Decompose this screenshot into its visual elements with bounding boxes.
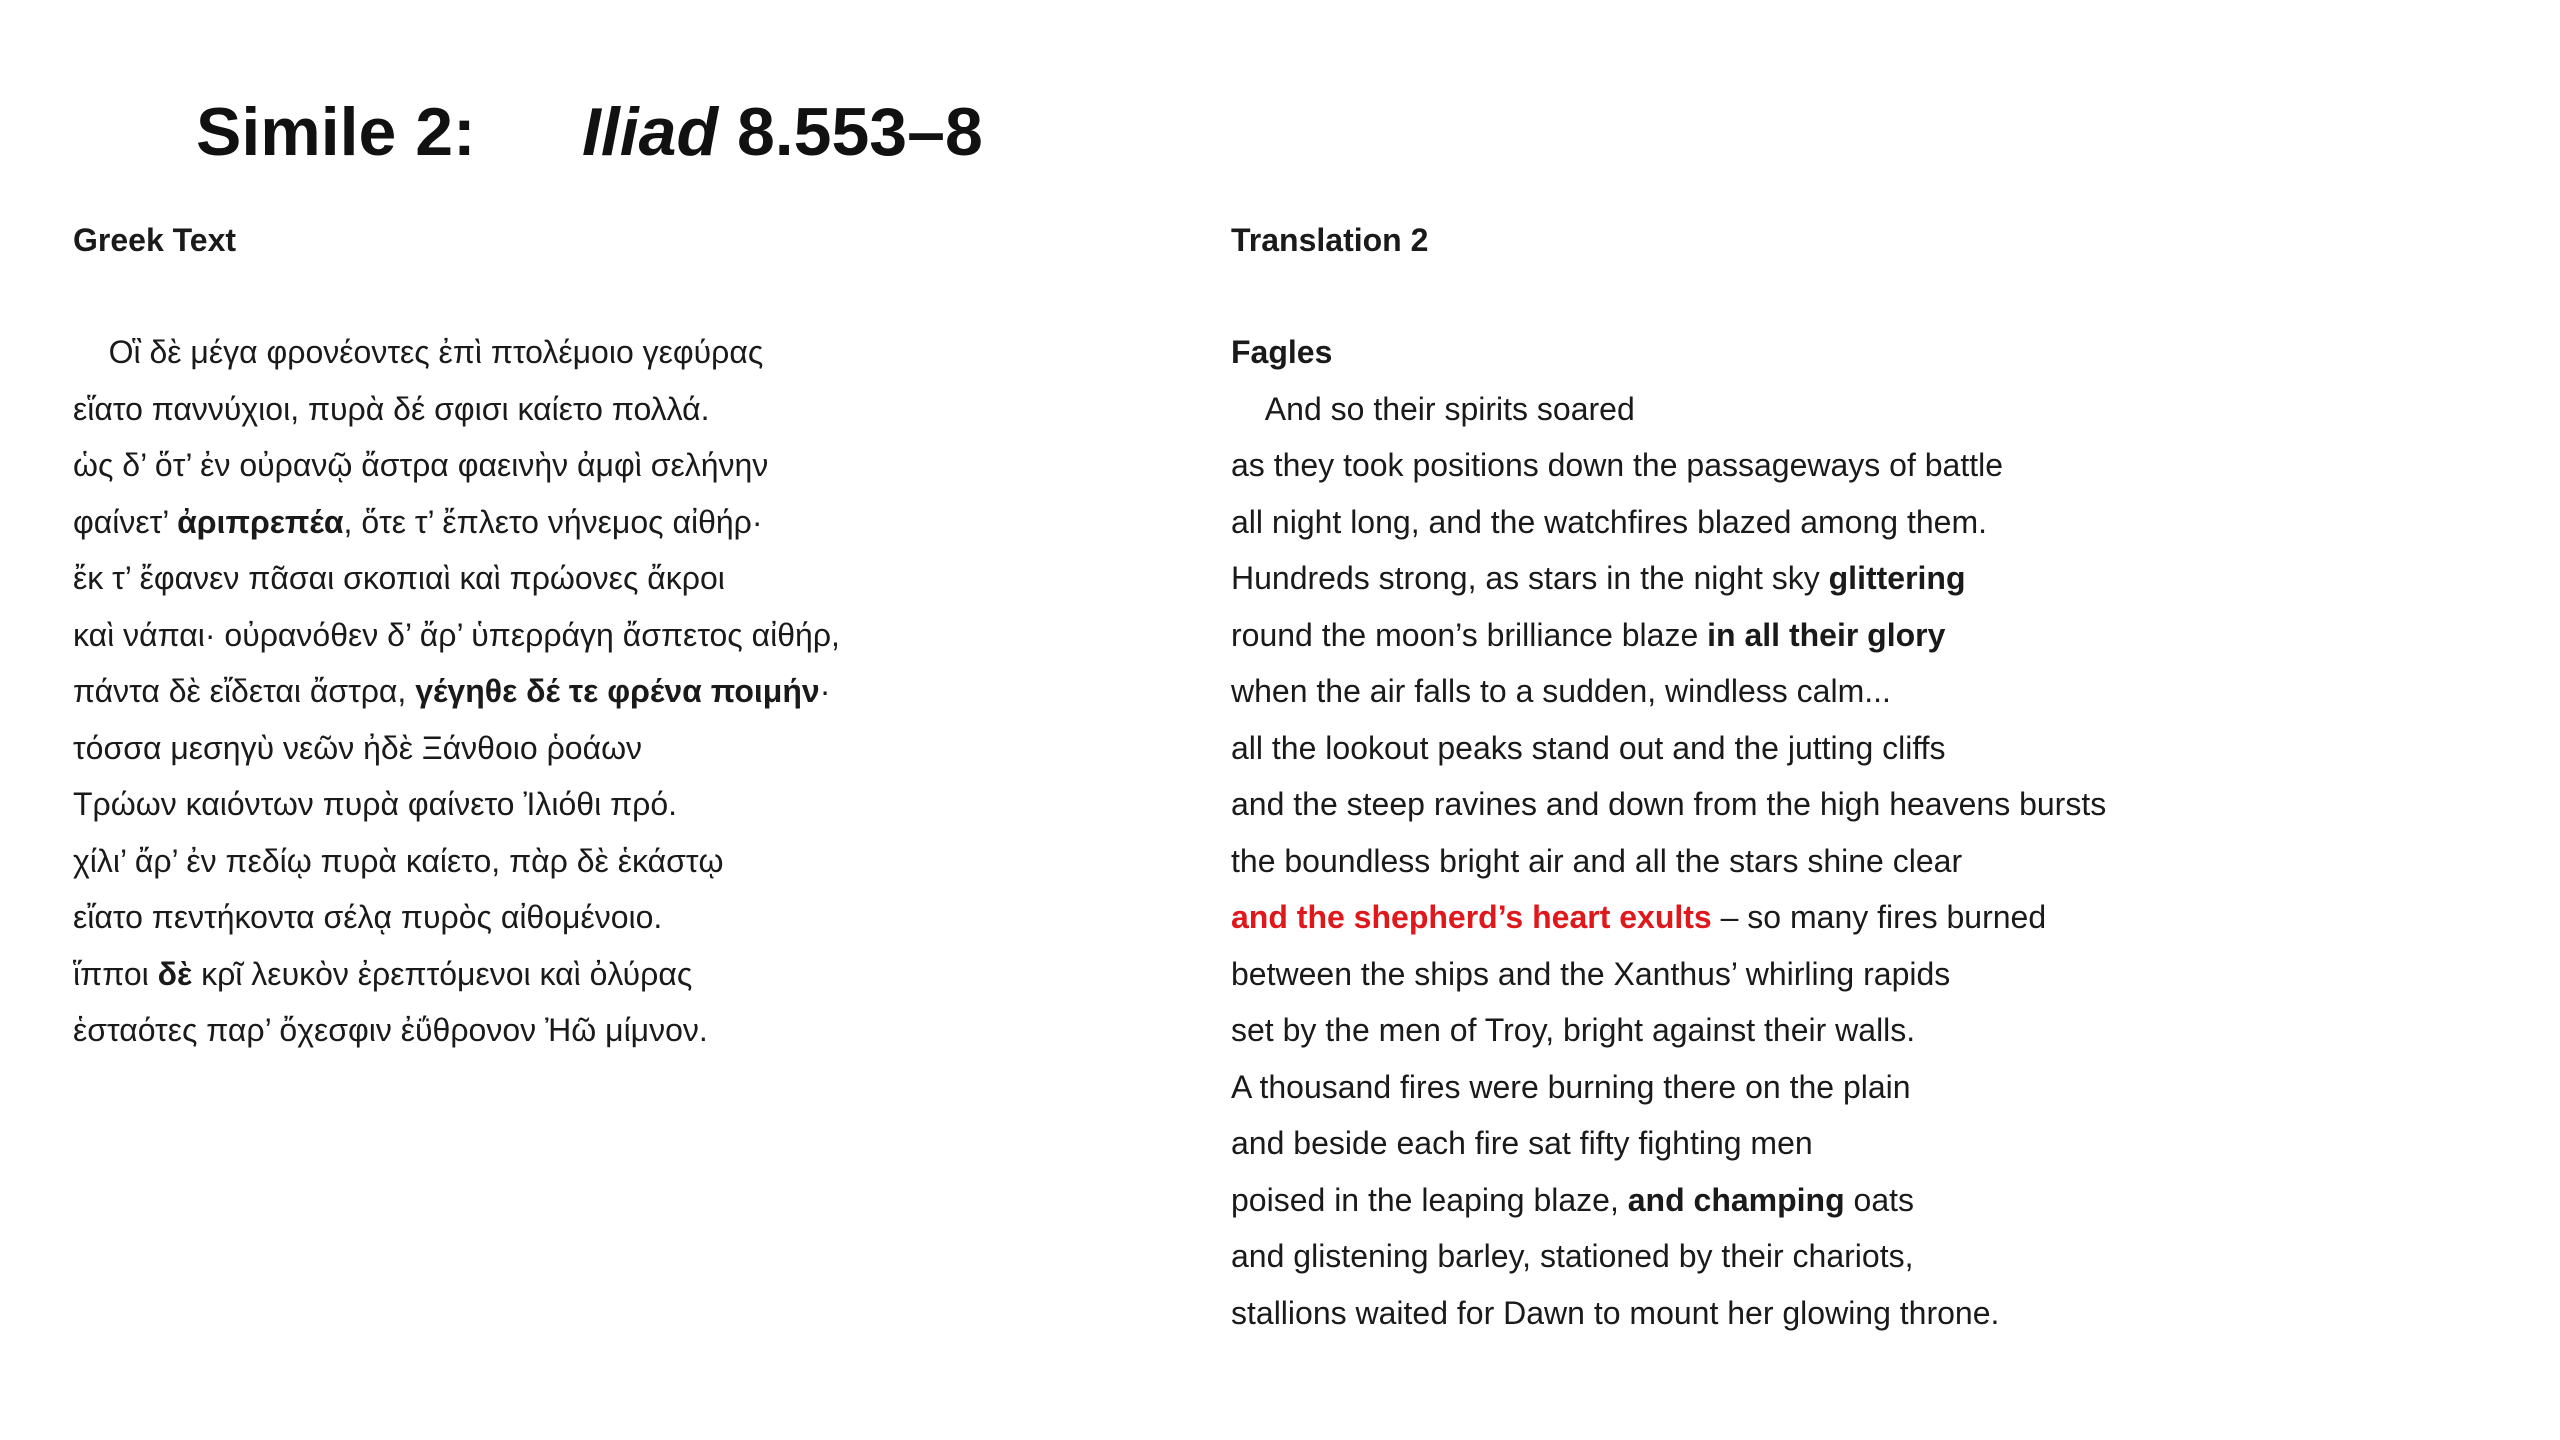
greek-line [73,833,840,890]
line-segment: καὶ νάπαι· οὐρανόθεν δ’ ἄρ’ ὑπερράγη ἄσπετος αἰθήρ, [73,616,840,653]
emphasized-phrase: ἀριπρεπέα [177,503,344,540]
line-segment: ἑσταότες παρ’ ὄχεσφιν ἐΰθρονον Ἠῶ μίμνον. [73,1012,708,1048]
line-segment: εἵατο παννύχιοι, πυρὰ δέ σφισι καίετο πολλά. [73,390,710,427]
emphasized-phrase: and champing [1627,1181,1845,1218]
line-segment: τόσσα μεσηγὺ νεῶν ἠδὲ Ξάνθοιο ῥοάων [73,729,643,766]
greek-line [73,663,840,720]
line-segment: – so many fires burned [1711,899,2047,935]
translation-line [1231,1228,2106,1285]
slide-title [196,92,983,174]
title-label: Simile 2: [196,94,476,170]
greek-line [73,776,840,833]
translation-line [1231,1059,2106,1116]
greek-line [73,437,840,494]
line-segment: stallions waited for Dawn to mount her glowing throne. [1231,1294,2000,1331]
translation-line [1231,1172,2106,1229]
line-segment: the boundless bright air and all the stars shine clear [1231,842,1963,879]
line-segment: Τρώων καιόντων πυρὰ φαίνετο Ἰλιόθι πρό. [73,786,678,822]
translation-line [1231,437,2106,494]
line-segment: when the air falls to a sudden, windless calm... [1231,673,1891,709]
title-reference: 8.553–8 [736,94,983,170]
line-segment: between the ships and the Xanthus’ whirling rapids [1231,955,1951,992]
translation-line [1231,1285,2106,1342]
greek-line [73,946,840,1003]
translation-line [1231,550,2106,607]
line-segment: round the moon’s brilliance blaze [1231,616,1708,653]
line-segment: all the lookout peaks stand out and the jutting cliffs [1231,729,1946,766]
line-segment: and glistening barley, stationed by their chariots, [1231,1238,1914,1274]
line-segment: Οἳ δὲ μέγα φρονέοντες ἐπὶ πτολέμοιο γεφύρας [73,334,764,370]
line-segment: all night long, and the watchfires blazed among them. [1231,503,1988,540]
line-segment: πάντα δὲ εἴδεται ἄστρα, [73,673,416,709]
translation-line [1231,381,2106,438]
line-segment: κρῖ λευκὸν ἐρεπτόμενοι καὶ ὀλύρας [192,955,693,992]
translation-line [1231,663,2106,720]
translation-line [1231,1115,2106,1172]
line-segment: as they took positions down the passageways of battle [1231,447,2004,483]
greek-line [73,607,840,664]
greek-text-column [73,212,1173,1048]
greek-line [73,381,840,438]
emphasized-phrase: Fagles [1231,334,1333,370]
line-segment: A thousand fires were burning there on the plain [1231,1068,1911,1105]
translation-line [1231,494,2106,551]
line-segment: · [819,673,831,709]
line-segment: , ὅτε τ’ ἔπλετο νήνεμος αἰθήρ· [343,503,763,540]
emphasized-phrase: γέγηθε δέ τε φρένα ποιμήν [415,673,820,709]
greek-text-heading: Greek Text [73,222,237,258]
translation-heading: Translation 2 [1231,222,1429,258]
line-segment: εἴατο πεντήκοντα σέλᾳ πυρὸς αἰθομένοιο. [73,899,663,935]
line-segment: And so their spirits soared [1231,390,1635,427]
greek-line [73,1002,840,1059]
translation-line [1231,607,2106,664]
translation-column [1231,212,2481,1331]
line-segment: ὡς δ’ ὅτ’ ἐν οὐρανῷ ἄστρα φαεινὴν ἀμφὶ σελήνην [73,447,769,483]
line-segment: ἵπποι [73,955,158,992]
translation-line [1231,776,2106,833]
line-segment: poised in the leaping blaze, [1231,1181,1628,1218]
greek-line [73,550,840,607]
translation-lines [1231,324,2106,1341]
line-segment: set by the men of Troy, bright against their walls. [1231,1012,1916,1048]
greek-line [73,494,840,551]
line-segment: and the steep ravines and down from the high heavens bursts [1231,786,2107,822]
line-segment: and beside each fire sat fifty fighting men [1231,1125,1813,1161]
emphasized-phrase: in all their glory [1707,616,1946,653]
translation-line [1231,1002,2106,1059]
line-segment: Hundreds strong, as stars in the night sky [1231,560,1829,596]
translation-line [1231,833,2106,890]
emphasized-phrase: δὲ [157,955,193,992]
greek-line [73,889,840,946]
translation-line [1231,889,2106,946]
line-segment: oats [1844,1181,1915,1218]
line-segment: ἔκ τ’ ἔφανεν πᾶσαι σκοπιαὶ καὶ πρώονες ἄκροι [73,560,725,596]
line-segment: χίλι’ ἄρ’ ἐν πεδίῳ πυρὰ καίετο, πὰρ δὲ ἑκάστῳ [73,842,724,879]
greek-text-lines [73,324,840,1059]
highlighted-phrase: and the shepherd’s heart exults [1231,899,1712,935]
greek-line [73,720,840,777]
greek-line [73,324,840,381]
line-segment: φαίνετ’ [73,503,178,540]
title-work: Iliad [582,94,719,170]
translation-line [1231,324,2106,381]
emphasized-phrase: glittering [1828,560,1966,596]
translation-line [1231,946,2106,1003]
translation-line [1231,720,2106,777]
